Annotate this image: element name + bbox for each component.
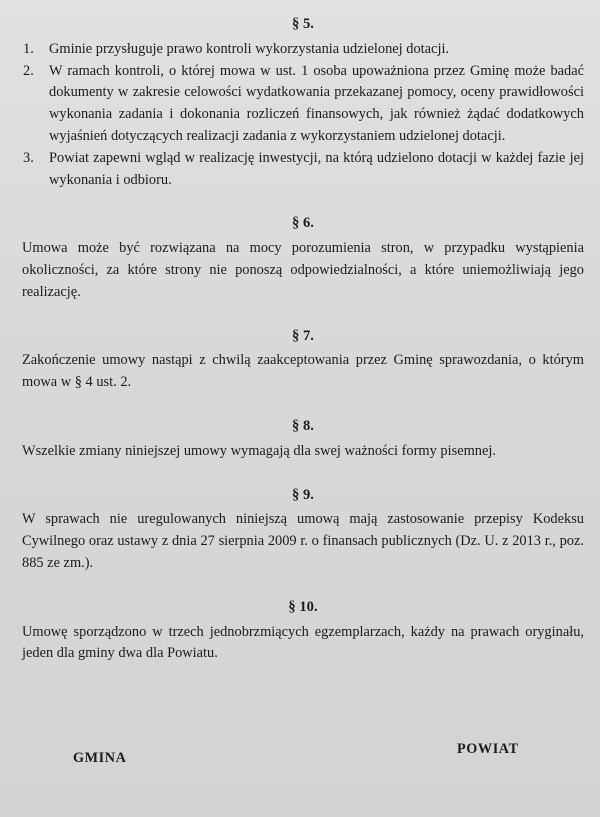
section-heading: § 7.	[292, 327, 314, 344]
section-text: Umowa może być rozwiązana na mocy porozumienia stron, w przypadku wystąpienia okoliczności, za które strony nie ponoszą odpowiedzialności, a które uniemożliwiają jego realizację.	[22, 240, 584, 300]
item-number: 2.	[23, 62, 34, 79]
document-body	[22, 14, 584, 665]
section-heading: § 10.	[288, 598, 318, 615]
signature-gmina: GMINA	[73, 750, 127, 766]
section-text: Wszelkie zmiany niniejszej umowy wymagają dla swej ważności formy pisemnej.	[22, 442, 496, 459]
section-heading: § 6.	[292, 215, 314, 232]
section-heading: § 9.	[292, 486, 314, 503]
section-5	[22, 14, 584, 191]
section-heading: § 5.	[292, 16, 314, 32]
section-text: W sprawach nie uregulowanych niniejszą umową mają zastosowanie przepisy Kodeksu Cywilnego oraz ustawy z dnia 27 sierpnia 2009 r. o finansach publicznych (Dz. U. z 2013 r., poz. 885 ze zm.).	[22, 511, 584, 571]
section-6	[22, 213, 584, 303]
section-heading: § 8.	[292, 417, 314, 434]
numbered-list	[22, 39, 584, 192]
list-item	[22, 61, 584, 148]
signature-powiat: POWIAT	[457, 741, 519, 757]
list-item	[22, 148, 584, 192]
section-9	[22, 485, 584, 575]
item-text: Powiat zapewni wgląd w realizację inwestycji, na którą udzielono dotacji w każdej fazie jej wykonania i odbioru.	[49, 149, 584, 188]
section-text: Umowę sporządzono w trzech jednobrzmiących egzemplarzach, każdy na prawach oryginału, jeden dla gminy dwa dla Powiatu.	[22, 623, 584, 662]
list-item	[22, 39, 584, 61]
section-10	[22, 597, 584, 665]
section-7	[22, 326, 584, 394]
item-text: W ramach kontroli, o której mowa w ust. 1 osoba upoważniona przez Gminę może badać dokumenty w zakresie celowości wydatkowania przekazanej pomocy, oceny prawidłowości wykonania zadania i dokonania rozliczeń finansowych, jak również żądać dodatkowych wyjaśnień dotyczących realizacji zadania z wykorzystaniem udzielonej dotacji.	[49, 62, 584, 144]
item-number: 1.	[23, 40, 34, 57]
section-8	[22, 416, 584, 463]
section-text: Zakończenie umowy nastąpi z chwilą zaakceptowania przez Gminę sprawozdania, o którym mowa w § 4 ust. 2.	[22, 352, 584, 391]
item-text: Gminie przysługuje prawo kontroli wykorzystania udzielonej dotacji.	[49, 40, 450, 57]
item-number: 3.	[23, 149, 34, 166]
